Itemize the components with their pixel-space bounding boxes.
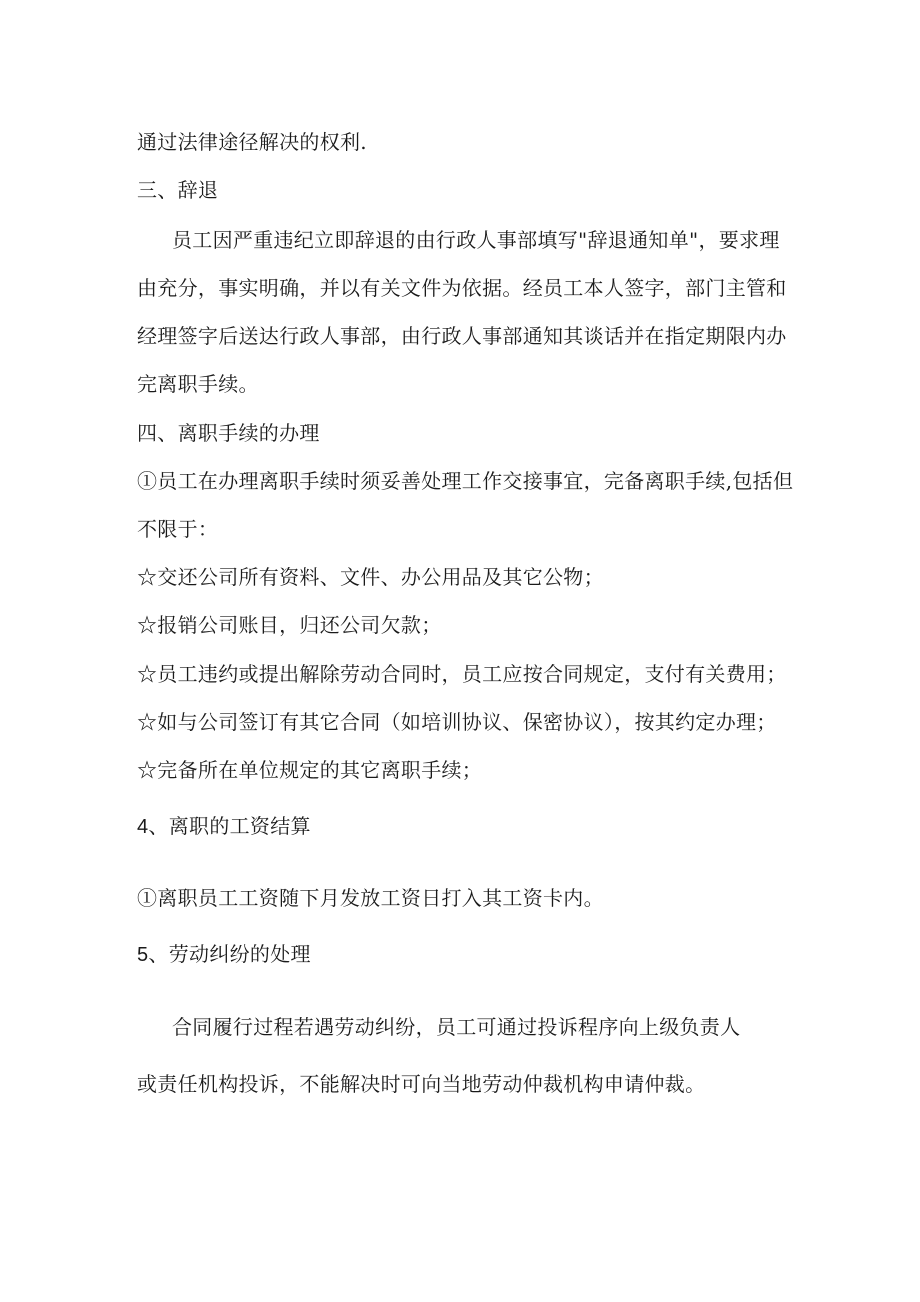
list-item: ☆完备所在单位规定的其它离职手续； [137, 758, 483, 782]
paragraph-line: 由充分，事实明确，并以有关文件为依据。经员工本人签字，部门主管和 [137, 276, 787, 300]
list-item: ☆如与公司签订有其它合同（如培训协议、保密协议），按其约定办理； [137, 710, 777, 734]
paragraph-line: 合同履行过程若遇劳动纠纷，员工可通过投诉程序向上级负责人 [172, 1015, 741, 1039]
section-heading: 4、离职的工资结算 [137, 816, 311, 838]
list-item: ☆员工违约或提出解除劳动合同时，员工应按合同规定，支付有关费用； [137, 662, 787, 686]
list-item: ☆报销公司账目，归还公司欠款； [137, 613, 442, 637]
section-heading: 5、劳动纠纷的处理 [137, 944, 311, 966]
list-item: ☆交还公司所有资料、文件、办公用品及其它公物； [137, 565, 604, 589]
paragraph-line: ①离职员工工资随下月发放工资日打入其工资卡内。 [137, 886, 604, 910]
paragraph-line: 或责任机构投诉，不能解决时可向当地劳动仲裁机构申请仲裁。 [137, 1072, 706, 1096]
paragraph-line: 完离职手续。 [137, 372, 259, 396]
section-heading: 三、辞退 [137, 178, 219, 202]
section-heading: 四、离职手续的办理 [137, 421, 320, 445]
paragraph-line: 不限于： [137, 517, 219, 541]
paragraph-line: 员工因严重违纪立即辞退的由行政人事部填写"辞退通知单"，要求理 [172, 228, 780, 252]
paragraph-line: ①员工在办理离职手续时须妥善处理工作交接事宜，完备离职手续,包括但 [137, 469, 794, 493]
paragraph-line: 通过法律途径解决的权利. [137, 130, 367, 154]
paragraph-line: 经理签字后送达行政人事部，由行政人事部通知其谈话并在指定期限内办 [137, 324, 787, 348]
